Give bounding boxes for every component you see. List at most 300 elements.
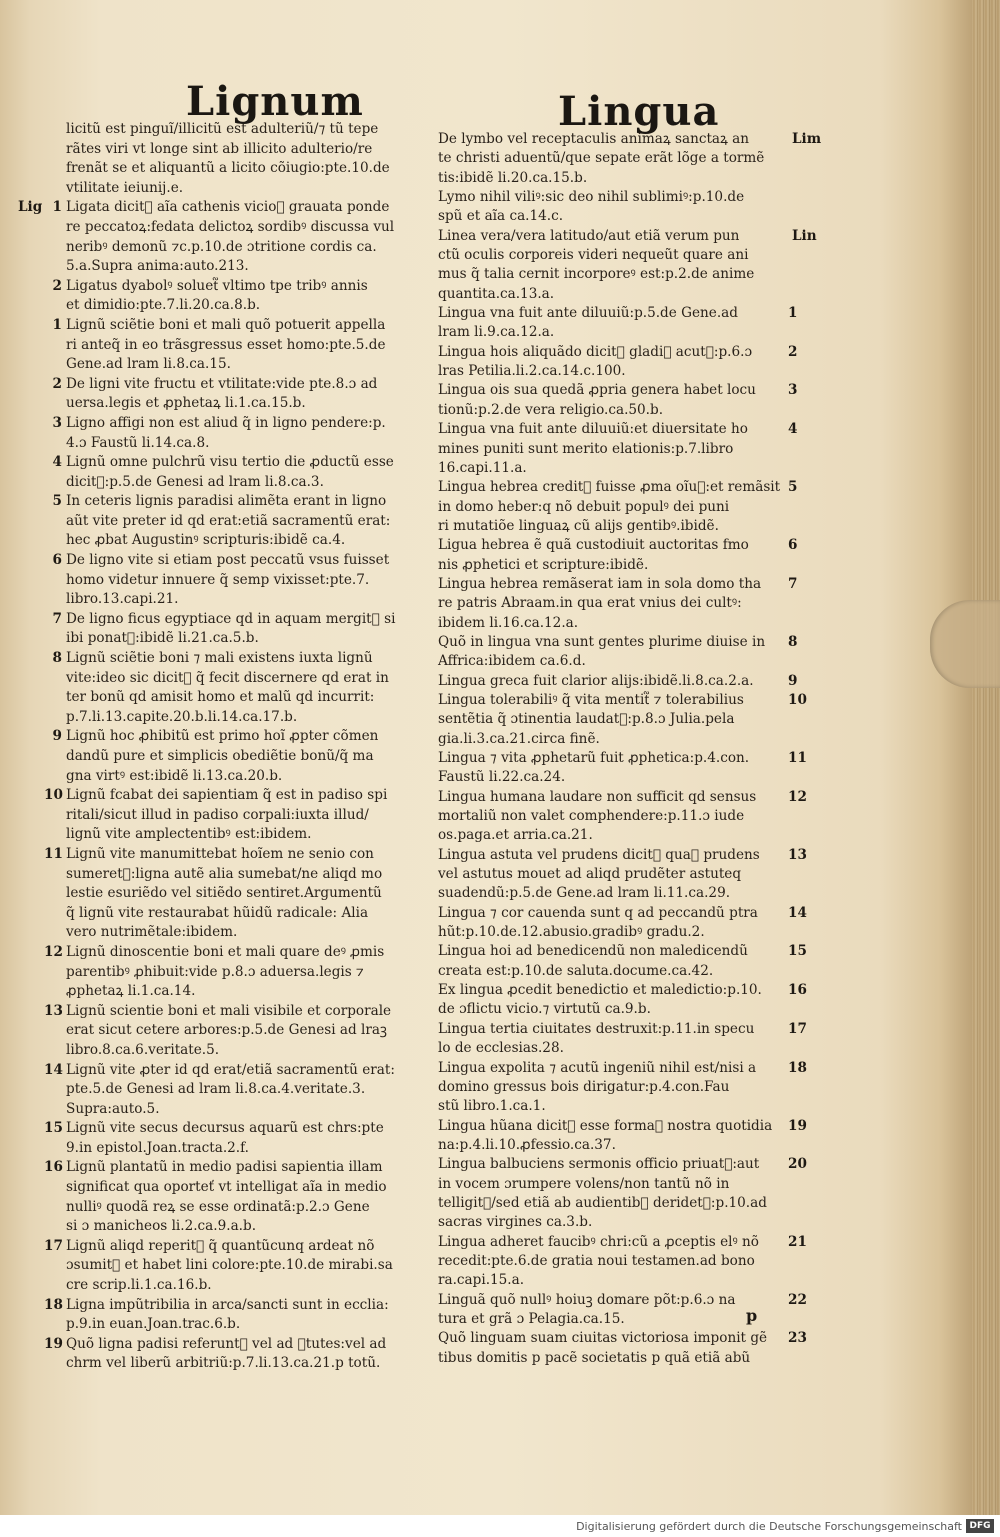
entry-number: 15 bbox=[44, 1120, 63, 1137]
text-line bbox=[438, 536, 798, 555]
line-text: dandũ pure et simplicis obediẽtie bonũ/q̃ ma bbox=[66, 748, 374, 764]
text-line bbox=[66, 1041, 426, 1061]
text-line bbox=[66, 865, 426, 885]
entry-number: 5 bbox=[52, 493, 62, 510]
line-text: na:p.4.li.10.ꝓfessio.ca.37. bbox=[438, 1136, 616, 1153]
text-line bbox=[438, 942, 807, 961]
text-line bbox=[438, 1329, 807, 1348]
text-line bbox=[66, 296, 426, 316]
line-text: in domo heber:q nõ debuit populꝰ dei puni bbox=[438, 498, 730, 515]
text-line bbox=[438, 710, 783, 729]
line-text: De ligni vite fructu et vtilitate:vide pte.8.ɔ ad bbox=[66, 375, 378, 392]
text-line bbox=[438, 149, 783, 168]
text-line bbox=[438, 749, 807, 768]
line-text: 5.a.Supra anima:auto.213. bbox=[66, 258, 249, 275]
left-column bbox=[18, 120, 426, 1374]
line-text: De ligno ficus egyptiace qd in aquam mergit᷑ si bbox=[66, 610, 396, 627]
entry-number: 3 bbox=[788, 382, 798, 399]
text-line bbox=[44, 1119, 426, 1139]
line-text: Quõ linguam suam ciuitas victoriosa imponit gẽ bbox=[438, 1330, 768, 1347]
line-text: Linea vera/vera latitudo/aut etiã verum pun bbox=[438, 227, 740, 244]
text-line bbox=[438, 1117, 807, 1136]
line-text: Ligua hebrea ẽ quã custodiuit auctoritas fmo bbox=[438, 537, 749, 554]
entry-number: 19 bbox=[44, 1335, 63, 1352]
text-line bbox=[66, 923, 426, 943]
text-line bbox=[66, 590, 426, 610]
text-line bbox=[52, 649, 426, 669]
text-line bbox=[438, 304, 798, 323]
entry-number: 20 bbox=[788, 1156, 807, 1173]
line-text: et dimidio:pte.7.li.20.ca.8.b. bbox=[66, 297, 261, 314]
line-text: Supra:auto.5. bbox=[66, 1100, 160, 1117]
section-siglum: Lin bbox=[792, 227, 817, 244]
text-line bbox=[438, 614, 783, 633]
line-text: Lingua hois aliquãdo dicit᷑ gladiꝰ acutꝰ:p.6.ɔ bbox=[438, 343, 753, 360]
text-line bbox=[66, 747, 426, 767]
text-line bbox=[66, 159, 426, 179]
line-text: Lingua adheret faucibꝰ chri:cũ a ꝓceptis elꝰ nõ bbox=[438, 1233, 759, 1250]
line-text: Affrica:ibidem ca.6.d. bbox=[438, 653, 586, 670]
text-line bbox=[438, 652, 783, 671]
text-line bbox=[438, 1271, 783, 1290]
footer-credit: Digitalisierung gefördert durch die Deutsche Forschungsgemeinschaft bbox=[576, 1520, 962, 1533]
line-text: Lingua ⁊ vita ꝓphetarũ fuit ꝓphetica:p.4.con. bbox=[438, 750, 750, 766]
text-line bbox=[438, 556, 783, 575]
text-line bbox=[438, 285, 783, 304]
line-text: Lingua hoi ad benedicendũ non maledicendũ bbox=[438, 943, 748, 960]
line-text: sacras virgines ca.3.b. bbox=[438, 1214, 593, 1231]
text-line bbox=[66, 179, 426, 199]
line-text: Quõ ligna padisi referunt᷑ vel ad ꝟtutes:vel ad bbox=[66, 1335, 387, 1352]
text-line bbox=[52, 727, 426, 747]
text-line bbox=[438, 265, 783, 284]
text-line bbox=[52, 414, 426, 434]
entry-number: 17 bbox=[44, 1237, 63, 1254]
text-line bbox=[438, 440, 783, 459]
line-text: In ceteris lignis paradisi alimẽta erant in ligno bbox=[66, 493, 387, 510]
line-text: Lignũ aliqd reperit᷑ q̃ quantũcunq ardeat nõ bbox=[66, 1237, 375, 1254]
text-line bbox=[438, 923, 783, 942]
entry-number: 8 bbox=[788, 633, 798, 650]
line-text: Lingua hebrea credit᷑ fuisse ꝓma oĩuꝫ:et remãsit bbox=[438, 479, 781, 496]
line-text: Lignũ scientie boni et mali visibile et corporale bbox=[66, 1002, 392, 1019]
text-line bbox=[438, 884, 783, 903]
line-text: suadendũ:p.5.de Gene.ad lram li.11.ca.29. bbox=[438, 885, 731, 902]
line-text: stũ libro.1.ca.1. bbox=[438, 1098, 546, 1115]
line-text: nulliꝰ quodã reꝝ se esse ordinatã:p.2.ɔ Gene bbox=[66, 1198, 370, 1215]
line-text: Lignũ hoc ꝓhibitũ est primo hoĩ ꝓpter cõmen bbox=[66, 728, 379, 745]
line-text: 16.capi.11.a. bbox=[438, 459, 527, 476]
line-text: frenãt se et aliquantũ a licito cõiugio:pte.10.de bbox=[66, 160, 390, 177]
line-text: chrm vel liberũ arbitriũ:p.7.li.13.ca.21.p totũ. bbox=[66, 1355, 381, 1372]
text-line bbox=[66, 1198, 426, 1218]
text-line bbox=[66, 963, 426, 983]
line-text: tura et grã ɔ Pelagia.ca.15. bbox=[438, 1310, 625, 1327]
text-line bbox=[438, 1291, 807, 1310]
line-text: ibidem li.16.ca.12.a. bbox=[438, 614, 579, 631]
entry-number: 4 bbox=[788, 421, 798, 438]
entry-number: 19 bbox=[788, 1117, 807, 1134]
text-line bbox=[66, 473, 426, 493]
line-text: telligit᷑/sed etiã ab audientibꝰ deridet᷑:p.10.ad bbox=[438, 1194, 767, 1211]
footer bbox=[0, 1515, 1000, 1537]
line-text: parentibꝰ ꝓhibuit:vide p.8.ɔ aduersa.legis ⁊ bbox=[66, 963, 364, 980]
line-text: Lingua hũana dicit᷑ esse formaꝝ nostra quotidia bbox=[438, 1117, 773, 1134]
line-text: Lymo nihil viliꝰ:sic deo nihil sublimiꝰ:p.10.de bbox=[438, 189, 745, 206]
text-line bbox=[66, 531, 426, 551]
line-text: lignũ vite amplectentibꝰ est:ibidem. bbox=[66, 826, 312, 843]
entry-number: 2 bbox=[52, 277, 62, 294]
text-line bbox=[18, 198, 426, 218]
entry-number: 13 bbox=[44, 1002, 63, 1019]
entry-number: 9 bbox=[52, 728, 62, 745]
text-line bbox=[52, 453, 426, 473]
text-line bbox=[438, 633, 798, 652]
text-line bbox=[438, 1097, 783, 1116]
line-text: Lingua balbuciens sermonis officio priuat᷑:aut bbox=[438, 1156, 760, 1173]
line-text: Lignũ plantatũ in medio padisi sapientia illam bbox=[66, 1159, 383, 1176]
line-text: re peccatoꝝ:fedata delictoꝝ sordibꝰ discussa vul bbox=[66, 218, 395, 235]
line-text: libro.8.ca.6.veritate.5. bbox=[66, 1041, 220, 1058]
text-line bbox=[44, 943, 426, 963]
entry-number: 1 bbox=[52, 199, 62, 216]
text-line bbox=[438, 207, 783, 226]
text-line bbox=[438, 169, 783, 188]
text-line bbox=[66, 1315, 426, 1335]
line-text: 4.ɔ Faustũ li.14.ca.8. bbox=[66, 434, 210, 451]
line-text: nis ꝓphetici et scripture:ibidẽ. bbox=[438, 556, 649, 573]
text-line bbox=[438, 1155, 807, 1174]
text-line bbox=[438, 1039, 783, 1058]
text-line bbox=[44, 1335, 426, 1355]
entry-number: 23 bbox=[788, 1330, 807, 1347]
line-text: Lingua ⁊ cor cauenda sunt q ad peccandũ ptra bbox=[438, 904, 758, 921]
text-line bbox=[66, 629, 426, 649]
entry-number: 9 bbox=[788, 672, 798, 689]
entry-number: 12 bbox=[788, 788, 807, 805]
entry-number: 13 bbox=[788, 846, 807, 863]
line-text: licitũ est pinguĩ/illicitũ est adulteriũ/⁊ tũ tepe bbox=[66, 121, 379, 137]
entry-number: 22 bbox=[788, 1291, 807, 1308]
line-text: creata est:p.10.de saluta.docume.ca.42. bbox=[438, 962, 714, 979]
line-text: Lingua expolita ⁊ acutũ ingeniũ nihil est/nisi a bbox=[438, 1059, 757, 1076]
text-line bbox=[438, 381, 798, 400]
line-text: Lingua ois sua quedã ꝓpria genera habet locu bbox=[438, 382, 756, 399]
section-siglum: Lig bbox=[18, 199, 43, 216]
line-text: ri mutatiõe linguaꝝ cũ alijs gentibꝰ.ibidẽ. bbox=[438, 517, 719, 534]
text-line bbox=[438, 962, 783, 981]
text-line bbox=[66, 806, 426, 826]
entry-number: 3 bbox=[52, 414, 62, 431]
text-line bbox=[66, 1256, 426, 1276]
line-text: mines puniti sunt merito elationis:p.7.libro bbox=[438, 440, 734, 457]
line-text: hec ꝓbat Augustinꝰ scripturis:ibidẽ ca.4. bbox=[66, 532, 346, 549]
line-text: Ligata dicit᷑ aĩa cathenis vicioꝝ grauata ponde bbox=[66, 199, 390, 216]
text-line bbox=[66, 1354, 426, 1374]
text-line bbox=[52, 375, 426, 395]
line-text: Lignũ omne pulchrũ visu tertio die ꝓductũ esse bbox=[66, 454, 394, 471]
entry-number: 2 bbox=[788, 343, 798, 360]
text-line bbox=[438, 1194, 783, 1213]
text-line bbox=[438, 826, 783, 845]
line-text: cre scrip.li.1.ca.16.b. bbox=[66, 1277, 212, 1294]
line-text: significat qua oporteť vt intelligat aĩa in medio bbox=[66, 1179, 387, 1196]
section-siglum: Lim bbox=[792, 131, 822, 147]
line-text: ra.capi.15.a. bbox=[438, 1272, 525, 1289]
line-text: spũ et aĩa ca.14.c. bbox=[438, 208, 564, 225]
text-line bbox=[438, 1233, 807, 1252]
entry-number: 7 bbox=[52, 610, 62, 627]
text-line bbox=[66, 982, 426, 1002]
line-text: aũt vite preter id qd erat:etiã sacramentũ erat: bbox=[66, 512, 391, 529]
text-line bbox=[66, 1021, 426, 1041]
text-line bbox=[438, 1213, 783, 1232]
text-line bbox=[44, 786, 426, 806]
line-text: Lignũ fcabat dei sapientiam q̃ est in padiso spi bbox=[66, 787, 388, 804]
text-line bbox=[438, 343, 798, 362]
text-line bbox=[66, 1217, 426, 1237]
header-left: Lignum bbox=[186, 78, 364, 125]
text-line bbox=[66, 394, 426, 414]
text-line bbox=[66, 512, 426, 532]
text-line bbox=[66, 767, 426, 787]
line-text: Ligno affigi non est aliud q̃ in ligno pendere:p. bbox=[66, 414, 386, 431]
line-text: p.7.li.13.capite.20.b.li.14.ca.17.b. bbox=[66, 708, 298, 725]
text-line bbox=[66, 571, 426, 591]
entry-number: 21 bbox=[788, 1233, 807, 1250]
text-line bbox=[44, 845, 426, 865]
text-line bbox=[44, 1296, 426, 1316]
line-text: Ligna impũtribilia in arca/sancti sunt in ecclia: bbox=[66, 1296, 389, 1313]
text-line bbox=[438, 1136, 783, 1155]
entry-number: 14 bbox=[788, 904, 807, 921]
entry-number: 14 bbox=[44, 1061, 63, 1078]
line-text: Gene.ad lram li.8.ca.15. bbox=[66, 356, 231, 373]
line-text: hũt:p.10.de.12.abusio.gradibꝰ gradu.2. bbox=[438, 924, 705, 941]
catchword: p bbox=[746, 1306, 758, 1325]
text-line bbox=[438, 788, 807, 807]
text-line bbox=[438, 1252, 783, 1271]
entry-number: 7 bbox=[788, 575, 798, 592]
line-text: te christi aduentũ/que sepate erãt lõge a tormẽ bbox=[438, 150, 765, 167]
line-text: p.9.in euan.Joan.trac.6.b. bbox=[66, 1316, 241, 1333]
line-text: erat sicut cetere arbores:p.5.de Genesi ad lraꝫ bbox=[66, 1022, 387, 1039]
line-text: lram li.9.ca.12.a. bbox=[438, 324, 555, 341]
header-right: Lingua bbox=[558, 88, 720, 135]
text-line bbox=[438, 1175, 783, 1194]
text-line bbox=[438, 807, 783, 826]
text-line bbox=[438, 981, 807, 1000]
text-line bbox=[52, 277, 426, 297]
text-line bbox=[438, 227, 817, 246]
text-line bbox=[66, 1139, 426, 1159]
text-line bbox=[66, 120, 426, 140]
line-text: sentẽtia q̃ ɔtinentia laudat᷑:p.8.ɔ Julia.pela bbox=[438, 711, 735, 728]
text-line bbox=[438, 846, 807, 865]
text-line bbox=[438, 130, 822, 149]
line-text: ri anteq̃ in eo trãsgressus esset homo:pte.5.de bbox=[66, 336, 386, 353]
text-line bbox=[438, 323, 783, 342]
text-line bbox=[66, 825, 426, 845]
line-text: vtilitate ieiunij.e. bbox=[66, 179, 184, 196]
entry-number: 18 bbox=[44, 1296, 63, 1313]
entry-number: 2 bbox=[52, 375, 62, 392]
text-line bbox=[438, 768, 783, 787]
line-text: si ɔ manicheos li.2.ca.9.a.b. bbox=[66, 1218, 257, 1235]
text-line bbox=[438, 517, 783, 536]
page-clip bbox=[930, 600, 1000, 688]
text-line bbox=[66, 1080, 426, 1100]
line-text: quantita.ca.13.a. bbox=[438, 285, 555, 302]
line-text: tibus domitis p pacẽ societatis p quã etiã abũ bbox=[438, 1349, 751, 1366]
line-text: Lingua humana laudare non sufficit qd sensus bbox=[438, 788, 757, 805]
line-text: mortaliũ non valet comphendere:p.11.ɔ iude bbox=[438, 808, 745, 825]
line-text: Ligatus dyabolꝰ soluet᷑ vltimo tpe tribꝰ annis bbox=[66, 277, 368, 294]
text-line bbox=[438, 594, 783, 613]
text-line bbox=[66, 884, 426, 904]
line-text: ctũ oculis corporeis videri nequeũt quare ani bbox=[438, 247, 749, 264]
text-line bbox=[438, 904, 807, 923]
line-text: ibi ponat᷑:ibidẽ li.21.ca.5.b. bbox=[66, 630, 259, 647]
line-text: os.paga.et arria.ca.21. bbox=[438, 827, 593, 844]
line-text: Faustũ li.22.ca.24. bbox=[438, 769, 566, 786]
text-line bbox=[438, 865, 783, 884]
line-text: Ex lingua ꝓcedit benedictio et maledictio:p.10. bbox=[438, 982, 762, 999]
line-text: dicit᷑:p.5.de Genesi ad lram li.8.ca.3. bbox=[66, 473, 324, 490]
text-line bbox=[438, 1078, 783, 1097]
text-line bbox=[52, 492, 426, 512]
line-text: Lignũ dinoscentie boni et mali quare deꝰ ꝓmis bbox=[66, 943, 385, 960]
line-text: De lymbo vel receptaculis animaꝝ sanctaꝝ an bbox=[438, 131, 750, 147]
line-text: domino gressus bois dirigatur:p.4.con.Fau bbox=[438, 1078, 730, 1095]
line-text: de ɔflictu vicio.⁊ virtutũ ca.9.b. bbox=[438, 1001, 651, 1018]
line-text: Lingua vna fuit ante diluuiũ:et diuersitate ho bbox=[438, 421, 748, 438]
line-text: Lignũ sciẽtie boni et mali quõ potuerit appella bbox=[66, 316, 386, 333]
line-text: Quõ in lingua vna sunt gentes plurime diuise in bbox=[438, 633, 766, 650]
line-text: recedit:pte.6.de gratia noui testamen.ad bono bbox=[438, 1252, 755, 1269]
entry-number: 1 bbox=[788, 305, 798, 322]
text-line bbox=[66, 1100, 426, 1120]
text-line bbox=[52, 610, 426, 630]
line-text: rãtes viri vt longe sint ab illicito adulterio/re bbox=[66, 140, 373, 157]
text-line bbox=[52, 316, 426, 336]
text-line bbox=[66, 708, 426, 728]
entry-number: 11 bbox=[44, 845, 63, 862]
text-line bbox=[438, 1059, 807, 1078]
line-text: Lignũ vite manumittebat hoĩem ne senio con bbox=[66, 845, 374, 862]
text-line bbox=[44, 1061, 426, 1081]
text-line bbox=[438, 730, 783, 749]
line-text: tionũ:p.2.de vera religio.ca.50.b. bbox=[438, 401, 664, 418]
text-line bbox=[66, 904, 426, 924]
text-line bbox=[438, 188, 783, 207]
text-line bbox=[66, 336, 426, 356]
text-line bbox=[44, 1158, 426, 1178]
text-line bbox=[438, 1020, 807, 1039]
line-text: pte.5.de Genesi ad lram li.8.ca.4.veritate.3. bbox=[66, 1081, 366, 1098]
line-text: ꝓphetaꝝ li.1.ca.14. bbox=[66, 983, 196, 1000]
line-text: Linguã quõ nullꝰ hoiuꝫ domare põt:p.6.ɔ na bbox=[438, 1291, 736, 1308]
text-line bbox=[438, 459, 783, 478]
dfg-logo: DFG bbox=[966, 1519, 994, 1533]
line-text: ter bonũ qd amisit homo et malũ qd incurrit: bbox=[66, 689, 375, 706]
line-text: tis:ibidẽ li.20.ca.15.b. bbox=[438, 169, 588, 186]
line-text: lestie esuriẽdo vel sitiẽdo sentiret.Argumentũ bbox=[66, 885, 382, 902]
line-text: uersa.legis et ꝓphetaꝝ li.1.ca.15.b. bbox=[66, 395, 306, 412]
line-text: Lingua greca fuit clarior alijs:ibidẽ.li.8.ca.2.a. bbox=[438, 672, 754, 689]
text-line bbox=[438, 498, 783, 517]
line-text: gna virtꝰ est:ibidẽ li.13.ca.20.b. bbox=[66, 767, 283, 784]
text-line bbox=[66, 257, 426, 277]
entry-number: 11 bbox=[788, 750, 807, 766]
text-line bbox=[44, 1002, 426, 1022]
entry-number: 16 bbox=[788, 982, 807, 999]
line-text: re patris Abraam.in qua erat vnius dei cultꝰ: bbox=[438, 595, 742, 612]
text-line bbox=[66, 218, 426, 238]
page-edge bbox=[972, 0, 1000, 1515]
right-column bbox=[438, 130, 822, 1368]
text-line bbox=[438, 401, 783, 420]
line-text: gia.li.3.ca.21.circa finẽ. bbox=[438, 730, 600, 747]
text-line bbox=[438, 420, 798, 439]
line-text: lo de ecclesias.28. bbox=[438, 1040, 564, 1057]
line-text: ritali/sicut illud in padiso corpali:iuxta illud/ bbox=[66, 806, 369, 823]
entry-number: 6 bbox=[788, 537, 798, 554]
text-line bbox=[52, 551, 426, 571]
entry-number: 17 bbox=[788, 1020, 807, 1037]
line-text: Lingua tolerabiliꝰ q̃ vita mentit᷑ ⁊ tolerabilius bbox=[438, 691, 744, 708]
line-text: 9.in epistol.Joan.tracta.2.f. bbox=[66, 1139, 249, 1156]
line-text: Lingua vna fuit ante diluuiũ:p.5.de Gene.ad bbox=[438, 305, 738, 322]
line-text: Lignũ vite secus decursus aquarũ est chrs:pte bbox=[66, 1120, 384, 1137]
line-text: vero nutrimẽtale:ibidem. bbox=[66, 924, 238, 941]
entry-number: 1 bbox=[52, 316, 62, 333]
line-text: ɔsumit᷑ et habet lini colore:pte.10.de mirabi.sa bbox=[66, 1257, 393, 1274]
line-text: Lingua hebrea remãserat iam in sola domo tha bbox=[438, 575, 762, 592]
entry-number: 5 bbox=[788, 479, 798, 496]
text-line bbox=[66, 140, 426, 160]
line-text: sumeret᷑:ligna autẽ alia sumebat/ne aliqd mo bbox=[66, 865, 383, 882]
text-line bbox=[66, 1178, 426, 1198]
line-text: De ligno vite si etiam post peccatũ vsus fuisset bbox=[66, 552, 390, 569]
text-line bbox=[438, 691, 807, 710]
text-line bbox=[66, 669, 426, 689]
text-line bbox=[438, 1000, 783, 1019]
text-line bbox=[66, 238, 426, 258]
text-line bbox=[438, 575, 798, 594]
line-text: libro.13.capi.21. bbox=[66, 591, 179, 608]
line-text: Lignũ vite ꝓter id qd erat/etiã sacramentũ erat: bbox=[66, 1061, 395, 1078]
line-text: neribꝰ demonũ ⁊c.p.10.de ɔtritione cordis ca. bbox=[66, 238, 377, 255]
entry-number: 8 bbox=[52, 650, 62, 667]
entry-number: 10 bbox=[44, 787, 63, 804]
text-line bbox=[438, 246, 783, 265]
entry-number: 10 bbox=[788, 691, 807, 708]
line-text: lras Petilia.li.2.ca.14.c.100. bbox=[438, 363, 626, 380]
line-text: Lingua tertia ciuitates destruxit:p.11.in specu bbox=[438, 1020, 755, 1037]
line-text: mus q̃ talia cernit incorporeꝰ est:p.2.de anime bbox=[438, 266, 755, 283]
text-line bbox=[438, 362, 783, 381]
entry-number: 6 bbox=[52, 552, 62, 569]
entry-number: 16 bbox=[44, 1159, 63, 1176]
entry-number: 18 bbox=[788, 1059, 807, 1076]
line-text: vite:ideo sic dicit᷑ q̃ fecit discernere qd erat in bbox=[66, 669, 389, 686]
text-line bbox=[66, 1276, 426, 1296]
text-line bbox=[66, 355, 426, 375]
line-text: vel astutus mouet ad aliqd prudẽter astuteq bbox=[438, 866, 742, 883]
line-text: Lingua astuta vel prudens dicit᷑ quaꝫ prudens bbox=[438, 846, 760, 863]
text-line bbox=[438, 478, 798, 497]
